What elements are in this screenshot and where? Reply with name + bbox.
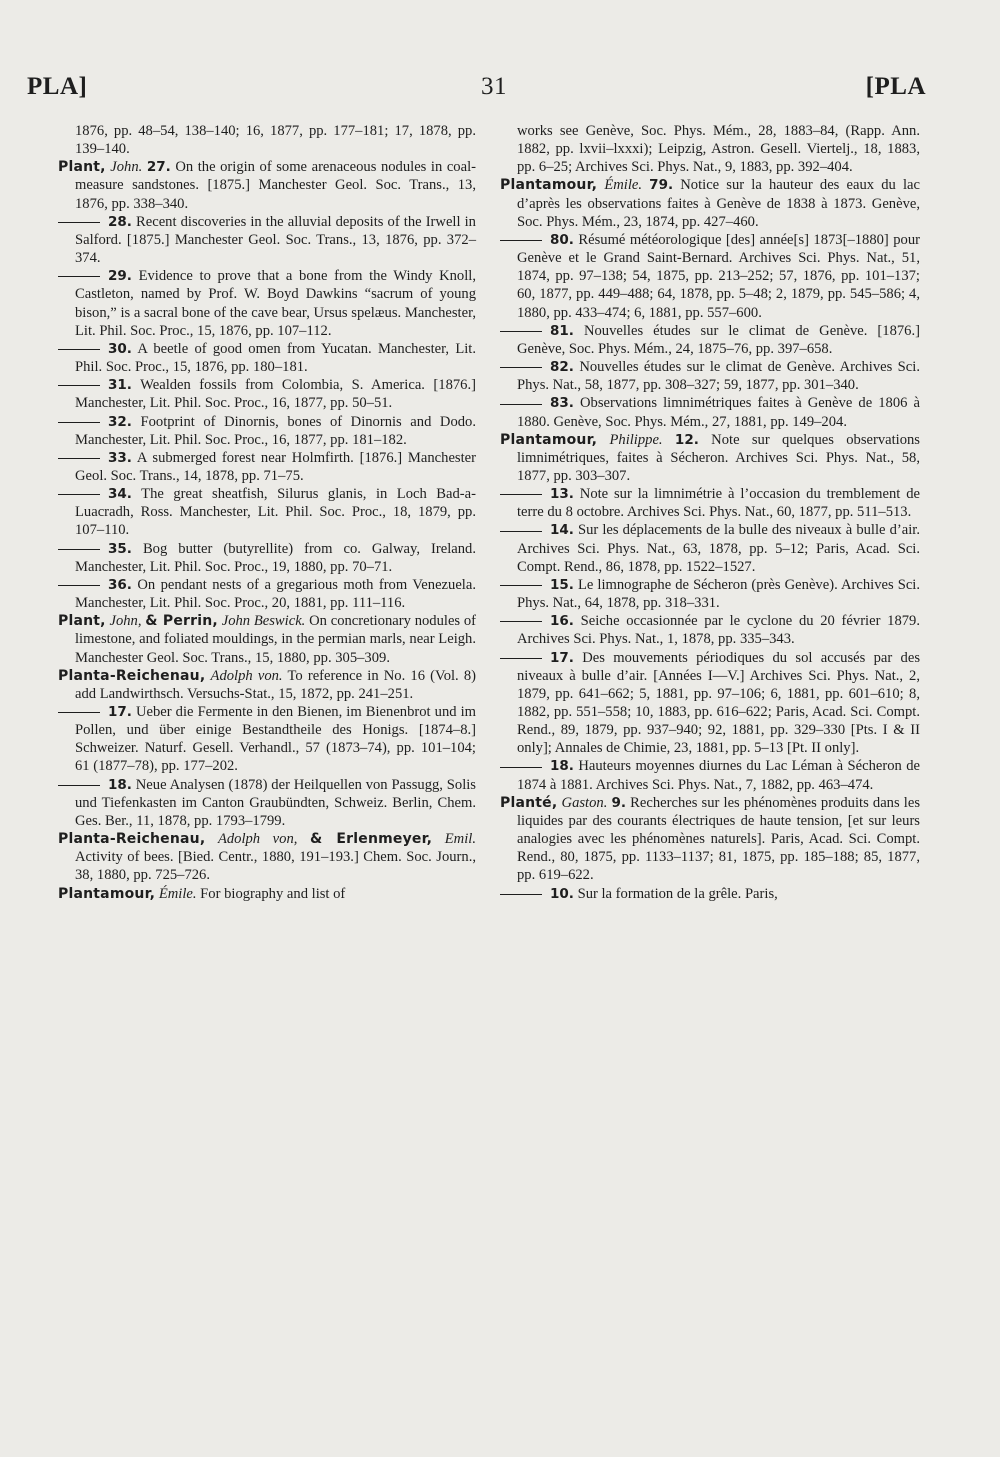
- bibliography-entry: [58, 540, 476, 576]
- author-given-name: Adolph von,: [217, 831, 298, 848]
- right-column: [500, 122, 920, 903]
- entry-number: 17.: [550, 649, 574, 666]
- author-surname: Plant,: [58, 159, 106, 176]
- entry-text: Nouvelles études sur le climat de Genève. [1876.] Genève, Soc. Phys. Mém., 24, 1875–76, pp. 397–658.: [517, 322, 920, 357]
- entry-number: 82.: [550, 359, 574, 376]
- entry-text: Bog butter (butyrellite) from co. Galway, Ireland. Manchester, Lit. Phil. Soc. Proc., 19, 1880, pp. 70–71.: [75, 540, 476, 575]
- entry-text: On the origin of some arenaceous nodules in coal-measure sandstones. [1875.] Manchester Geol. Soc. Trans., 13, 1876, pp. 338–340.: [75, 159, 476, 212]
- bibliography-entry: [500, 322, 920, 358]
- author-surname: Plantamour,: [58, 885, 156, 902]
- entry-text: For biography and list of: [200, 885, 346, 902]
- bibliography-entry: [58, 158, 476, 212]
- entry-text: The great sheatfish, Silurus glanis, in Loch Bad-a-Luacradh, Ross. Manchester, Lit. Phil. Soc. Proc., 18, 1879, pp. 107–110.: [75, 486, 477, 539]
- running-head-left: PLA]: [27, 73, 88, 100]
- ditto-rule: [500, 404, 542, 405]
- entry-number: 14.: [550, 522, 574, 539]
- ditto-rule: [500, 240, 542, 241]
- entry-number: 34.: [108, 486, 132, 503]
- entry-number: 33.: [108, 449, 132, 466]
- bibliography-entry: [500, 521, 920, 575]
- author-given-name: Gaston.: [561, 794, 608, 811]
- entry-number: 29.: [108, 268, 132, 285]
- entry-number: 32.: [108, 413, 132, 430]
- bibliography-entry: [58, 213, 476, 267]
- ditto-rule: [500, 494, 542, 495]
- author-given-name: John.: [110, 159, 143, 176]
- bibliography-entry: [58, 340, 476, 376]
- bibliography-entry: [500, 431, 920, 485]
- bibliography-entry: [500, 576, 920, 612]
- entry-number: 36.: [108, 576, 132, 593]
- entry-text: Activity of bees. [Bied. Centr., 1880, 191–193.] Chem. Soc. Journ., 38, 1880, pp. 725–726.: [75, 849, 476, 884]
- entry-text: Seiche occasionnée par le cyclone du 20 février 1879. Archives Sci. Phys. Nat., 1, 1878, pp. 335–343.: [517, 613, 920, 648]
- entry-text: A beetle of good omen from Yucatan. Manchester, Lit. Phil. Soc. Proc., 15, 1876, pp. 180–181.: [75, 340, 477, 376]
- author-given-name: Émile.: [604, 177, 643, 194]
- entry-number: 31.: [108, 377, 132, 394]
- bibliography-entry: [500, 394, 920, 430]
- entry-text: To reference in No. 16 (Vol. 8) add Landwirthsch. Versuchs-Stat., 15, 1872, pp. 241–251.: [75, 667, 477, 702]
- ditto-rule: [500, 894, 542, 895]
- coauthor-surname: & Erlenmeyer,: [309, 831, 433, 848]
- bibliography-entry: [58, 703, 476, 776]
- bibliography-entry: [500, 757, 920, 793]
- ditto-rule: [58, 785, 100, 786]
- bibliography-entry: [58, 485, 476, 539]
- entry-text: Observations limnimétriques faites à Genève de 1806 à 1880. Genève, Soc. Phys. Mém., 27, 1881, pp. 149–204.: [517, 395, 920, 430]
- entry-text: Footprint of Dinornis, bones of Dinornis and Dodo. Manchester, Lit. Phil. Soc. Proc., 16, 1877, pp. 181–182.: [75, 413, 476, 448]
- entry-text: Résumé météorologique [des] année[s] 1873[–1880] pour Genève et le Grand Saint-Bernard. Archives Sci. Phys. Nat., 51, 1874, pp. 97–138; 54, 1875, pp. 213–252; 57, 1876, pp. 101–137; 60, 1877, pp. 449–488; 64, 1878, pp. 5–48; 2, 1879, pp. 545–586; 4, 1880, pp. 433–474; 6, 1881, pp. 557–600.: [517, 231, 920, 321]
- bibliography-entry: [500, 358, 920, 394]
- entry-text: Nouvelles études sur le climat de Genève. Archives Sci. Phys. Nat., 58, 1877, pp. 308–327; 59, 1877, pp. 301–340.: [517, 359, 920, 394]
- entry-number: 81.: [550, 322, 574, 339]
- entry-continuation: [58, 122, 476, 158]
- entry-text: Note sur la limnimétrie à l’occasion du tremblement de terre du 8 octobre. Archives Sci. Phys. Nat., 60, 1877, pp. 511–513.: [517, 486, 920, 521]
- entry-number: 12.: [674, 431, 699, 448]
- entry-continuation: [500, 122, 920, 176]
- bibliography-entry: [500, 176, 920, 230]
- author-surname: Planta-Reichenau,: [58, 831, 206, 848]
- entry-number: 15.: [550, 576, 574, 593]
- bibliography-entry: [58, 576, 476, 612]
- entry-text: On concretionary nodules of limestone, and foliated mouldings, in the permian marls, near Leigh. Manchester Geol. Soc. Trans., 15, 1880, pp. 305–309.: [75, 613, 477, 666]
- entry-number: 17.: [108, 704, 132, 720]
- entry-number: 18.: [108, 776, 132, 793]
- ditto-rule: [500, 767, 542, 768]
- ditto-rule: [500, 367, 542, 368]
- entry-number: 9.: [611, 794, 627, 811]
- ditto-rule: [58, 422, 100, 423]
- bibliography-entry: [58, 612, 476, 666]
- entry-text: On pendant nests of a gregarious moth from Venezuela. Manchester, Lit. Phil. Soc. Proc., 20, 1881, pp. 111–116.: [75, 576, 476, 612]
- author-surname: Planta-Reichenau,: [58, 667, 206, 684]
- entry-number: 80.: [550, 231, 574, 248]
- bibliography-entry: [58, 667, 476, 703]
- ditto-rule: [58, 549, 100, 550]
- left-column: [58, 122, 476, 903]
- entry-text: Le limnographe de Sécheron (près Genève). Archives Sci. Phys. Nat., 64, 1878, pp. 318–331.: [517, 576, 920, 612]
- ditto-rule: [500, 621, 542, 622]
- bibliography-entry: [58, 267, 476, 340]
- entry-number: 79.: [649, 177, 674, 194]
- coauthor-surname: & Perrin,: [145, 613, 218, 630]
- entry-text: Recherches sur les phénomènes produits dans les liquides par des courants électriques de haute tension, [et sur leurs analogies avec les phénomènes naturels]. Paris, Acad. Sci. Compt. Rend., 80, 1875, pp. 1133–1137; 81, 1875, pp. 185–188; 85, 1877, pp. 619–622.: [517, 794, 920, 884]
- ditto-rule: [500, 531, 542, 532]
- entry-text: Wealden fossils from Colombia, S. America. [1876.] Manchester, Lit. Phil. Soc. Proc., 16, 1877, pp. 50–51.: [75, 377, 476, 412]
- entry-text: Sur les déplacements de la bulle des niveaux à bulle d’air. Archives Sci. Phys. Nat., 63, 1878, pp. 5–12; Paris, Acad. Sci. Compt. Rend., 86, 1878, pp. 1522–1527.: [517, 522, 920, 575]
- entry-number: 13.: [550, 486, 574, 503]
- bibliography-entry: [500, 794, 920, 885]
- coauthor-given-name: Emil.: [444, 831, 476, 848]
- author-surname: Plantamour,: [500, 431, 598, 448]
- ditto-rule: [58, 458, 100, 459]
- ditto-rule: [500, 658, 542, 659]
- entry-text: Evidence to prove that a bone from the Windy Knoll, Castleton, named by Prof. W. Boyd Dawkins “sacrum of young bison,” is a sacral bone of the cave bear, Ursus spelæus. Manchester, Lit. Phil. Soc. Proc., 15, 1876, pp. 107–112.: [75, 268, 476, 339]
- entry-text: works see Genève, Soc. Phys. Mém., 28, 1883–84, (Rapp. Ann. 1882, pp. lxvii–lxxxi); Leipzig, Astron. Gesell. Viertelj., 18, 1883, pp. 6–25; Archives Sci. Phys. Nat., 9, 1883, pp. 392–404.: [517, 123, 920, 176]
- author-given-name: Émile.: [158, 885, 197, 902]
- bibliography-entry: [500, 649, 920, 758]
- entry-text: Ueber die Fermente in den Bienen, im Bienenbrot und im Pollen, und über einige Bestandtheile des Honigs. [1874–8.] Schweizer. Naturf. Gesell. Verhandl., 57 (1873–74), pp. 101–104; 61 (1877–78), pp. 177–202.: [75, 704, 476, 775]
- author-surname: Plantamour,: [500, 177, 598, 194]
- entry-text: Note sur quelques observations limnimétriques, faites à Sécheron. Archives Sci. Phys. Nat., 58, 1877, pp. 303–307.: [517, 431, 920, 484]
- entry-text: Neue Analysen (1878) der Heilquellen von Passugg, Solis und Tiefenkasten im Canton Graubündten, Schweiz. Berlin, Chem. Ges. Ber., 11, 1878, pp. 1793–1799.: [75, 776, 476, 829]
- ditto-rule: [58, 349, 100, 350]
- coauthor-given-name: John Beswick.: [221, 613, 306, 630]
- bibliography-entry: [500, 885, 920, 903]
- ditto-rule: [58, 276, 100, 277]
- ditto-rule: [58, 494, 100, 495]
- entry-text: Hauteurs moyennes diurnes du Lac Léman à Sécheron de 1874 à 1881. Archives Sci. Phys. Nat., 7, 1882, pp. 463–474.: [517, 758, 920, 793]
- author-given-name: John,: [109, 613, 142, 630]
- bibliography-entry: [500, 231, 920, 322]
- entry-number: 27.: [146, 159, 171, 176]
- entry-text: A submerged forest near Holmfirth. [1876.] Manchester Geol. Soc. Trans., 14, 1878, pp. 71–75.: [75, 449, 476, 484]
- ditto-rule: [500, 585, 542, 586]
- ditto-rule: [58, 712, 100, 713]
- entry-text: Des mouvements périodiques du sol accusés par des niveaux à bulle d’air. [Années I—V.] Archives Sci. Phys. Nat., 2, 1879, pp. 641–662; 5, 1881, pp. 97–106; 6, 1881, pp. 601–610; 8, 1882, pp. 551–558; 10, 1883, pp. 616–622; Paris, Acad. Sci. Compt. Rend., 89, 1879, pp. 937–940; 92, 1881, pp. 329–330 [Pts. I & II only]; Annales de Chimie, 23, 1881, pp. 5–13 [Pt. II only].: [517, 649, 920, 757]
- entry-text: Notice sur la hauteur des eaux du lac d’après les observations faites à Genève de 1838 à 1873. Genève, Soc. Phys. Mém., 23, 1874, pp. 427–460.: [517, 177, 920, 230]
- entry-number: 16.: [550, 613, 574, 630]
- ditto-rule: [58, 585, 100, 586]
- entry-number: 83.: [550, 395, 574, 412]
- entry-text: 1876, pp. 48–54, 138–140; 16, 1877, pp. 177–181; 17, 1878, pp. 139–140.: [75, 123, 476, 158]
- ditto-rule: [58, 385, 100, 386]
- bibliography-entry: [58, 776, 476, 830]
- bibliography-entry: [58, 449, 476, 485]
- bibliography-entry: [58, 413, 476, 449]
- entry-text: Recent discoveries in the alluvial deposits of the Irwell in Salford. [1875.] Manchester Geol. Soc. Trans., 13, 1876, pp. 372–374.: [75, 213, 476, 267]
- entry-number: 28.: [108, 213, 132, 230]
- author-given-name: Adolph von.: [210, 667, 283, 684]
- page-number: 31: [481, 73, 507, 100]
- author-surname: Planté,: [500, 794, 558, 811]
- entry-number: 10.: [550, 885, 574, 902]
- bibliography-entry: [58, 830, 476, 884]
- author-given-name: Philippe.: [609, 431, 663, 448]
- author-surname: Plant,: [58, 613, 106, 630]
- ditto-rule: [500, 331, 542, 332]
- entry-number: 35.: [108, 540, 132, 557]
- entry-number: 18.: [550, 758, 574, 775]
- bibliography-entry: [500, 612, 920, 648]
- entry-text: Sur la formation de la grêle. Paris,: [577, 885, 778, 902]
- bibliography-entry: [500, 485, 920, 521]
- bibliography-entry: [58, 376, 476, 412]
- bibliography-entry: [58, 885, 476, 903]
- running-head-right: [PLA: [865, 73, 926, 100]
- ditto-rule: [58, 222, 100, 223]
- entry-number: 30.: [108, 340, 132, 357]
